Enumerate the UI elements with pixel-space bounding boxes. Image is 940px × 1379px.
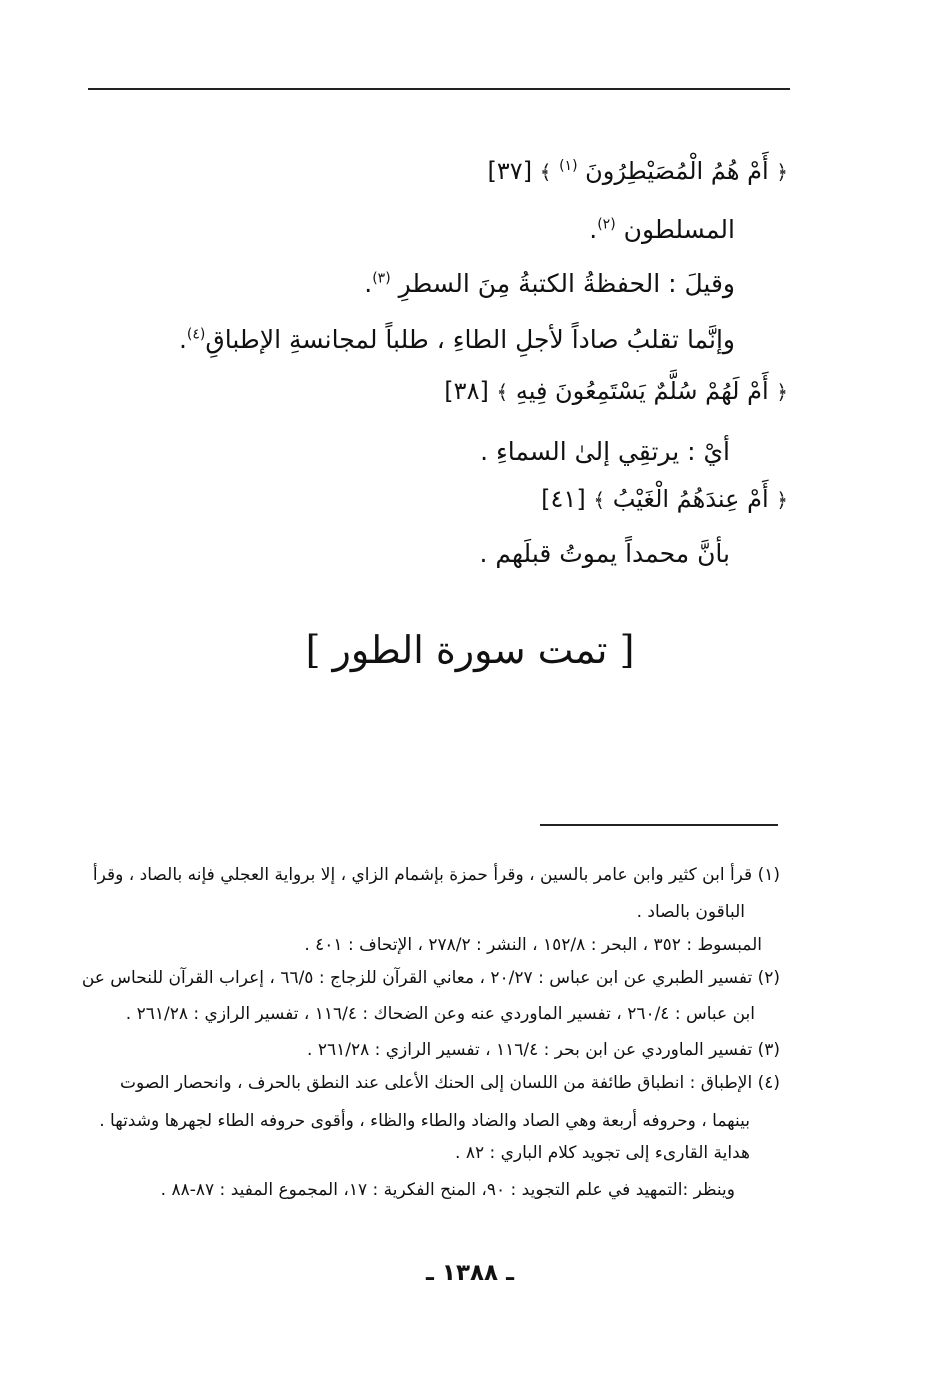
verse-open-bracket: ﴿ — [776, 380, 788, 404]
footnote-4-line-3: هداية القارىء إلى تجويد كلام الباري : ٨٢ . — [455, 1143, 750, 1163]
footnote-4-line-2: بينهما ، وحروفه أربعة وهي الصاد والضاد والطاء والظاء ، وأقوى حروفه الطاء لجهرها وشدتها . — [99, 1111, 750, 1131]
commentary-text: المسلطون — [623, 215, 735, 244]
footnote-marker[interactable]: (١) — [559, 158, 578, 174]
verse-close-bracket: ﴾ — [539, 160, 552, 184]
header-rule — [88, 88, 790, 90]
verse-38 — [444, 376, 788, 407]
commentary-line — [480, 436, 730, 469]
verse-number: [٤١] — [541, 485, 586, 513]
surah-closing-title: [ تمت سورة الطور ] — [305, 628, 635, 672]
footnote-4-line-1: (٤) الإطباق : انطباق طائفة من اللسان إلى الحنك الأعلى عند النطق بالحرف ، وانحصار الصوت — [120, 1073, 780, 1093]
verse-text: أَمْ هُمُ الْمُصَيْطِرُونَ — [585, 157, 769, 185]
commentary-text: وإنَّما تقلبُ صاداً لأجلِ الطاءِ ، طلباً لمجانسةِ الإطباقِ — [205, 325, 735, 354]
footnote-4-line-4: وينظر :التمهيد في علم التجويد : ٩٠، المنح الفكرية : ١٧، المجموع المفيد : ٨٧-٨٨ . — [160, 1180, 735, 1200]
verse-text: أَمْ عِندَهُمُ الْغَيْبُ — [612, 485, 769, 513]
verse-number: [٣٧] — [487, 157, 533, 185]
footnote-2-line-2: ابن عباس : ٢٦٠/٤ ، تفسير الماوردي عنه وعن الضحاك : ١١٦/٤ ، تفسير الرازي : ٢٦١/٢٨ . — [125, 1004, 755, 1024]
footnote-1-line-2: الباقون بالصاد . — [636, 902, 745, 922]
commentary-line — [179, 324, 735, 357]
commentary-line — [479, 538, 730, 571]
footnote-3-line-1: (٣) تفسير الماوردي عن ابن بحر : ١١٦/٤ ، تفسير الرازي : ٢٦١/٢٨ . — [307, 1040, 780, 1060]
commentary-text: بأنَّ محمداً يموتُ قبلَهم . — [479, 539, 730, 568]
verse-text: أَمْ لَهُمْ سُلَّمٌ يَسْتَمِعُونَ فِيهِ — [515, 377, 769, 405]
commentary-line — [364, 268, 735, 301]
verse-close-bracket: ﴾ — [496, 380, 509, 404]
verse-37 — [488, 156, 788, 187]
verse-open-bracket: ﴿ — [776, 160, 788, 184]
commentary-text: أيْ : يرتقِي إلىٰ السماءِ . — [480, 437, 730, 466]
footnote-1-line-3: المبسوط : ٣٥٢ ، البحر : ١٥٢/٨ ، النشر : ٢٧٨/٢ ، الإتحاف : ٤٠١ . — [304, 935, 762, 955]
verse-close-bracket: ﴾ — [593, 488, 606, 512]
footnote-marker[interactable]: (٢) — [597, 216, 616, 233]
verse-41 — [541, 484, 788, 515]
footnote-2-line-1: (٢) تفسير الطبري عن ابن عباس : ٢٠/٢٧ ، معاني القرآن للزجاج : ٦٦/٥ ، إعراب القرآن للنحاس عن — [81, 968, 780, 988]
period: . — [178, 325, 187, 354]
footnote-separator — [540, 824, 778, 826]
footnote-marker[interactable]: (٣) — [372, 270, 391, 287]
period: . — [589, 215, 598, 244]
commentary-text: وقيلَ : الحفظةُ الكتبةُ مِنَ السطرِ — [398, 269, 735, 298]
footnote-marker[interactable]: (٤) — [186, 326, 206, 343]
commentary-line — [589, 214, 735, 247]
period: . — [364, 269, 373, 298]
verse-open-bracket: ﴿ — [776, 488, 788, 512]
footnote-1-line-1: (١) قرأ ابن كثير وابن عامر بالسين ، وقرأ حمزة بإشمام الزاي ، إلا برواية العجلي فإنه بالصاد ، وقرأ — [92, 865, 780, 885]
verse-number: [٣٨] — [444, 377, 489, 405]
page-number: ـ ١٣٨٨ ـ — [426, 1260, 514, 1286]
